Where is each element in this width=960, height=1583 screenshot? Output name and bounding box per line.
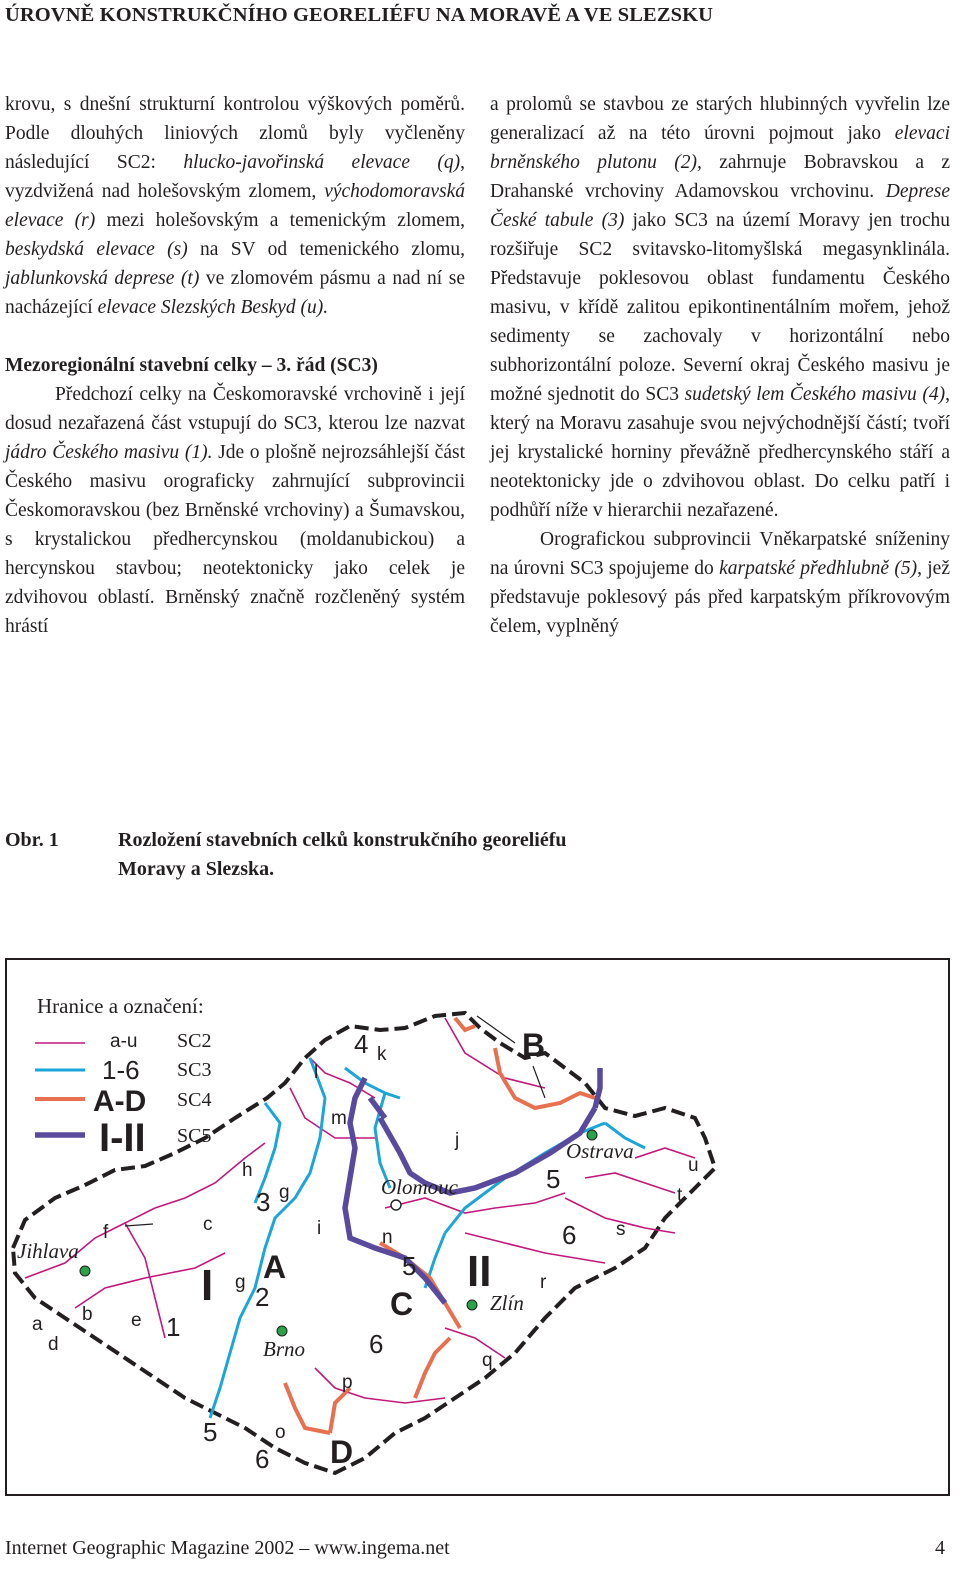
region-label-I: I	[201, 1261, 214, 1310]
sc3-line	[210, 1058, 325, 1418]
city-label-jihlava: Jihlava	[17, 1239, 79, 1263]
region-label-t: t	[677, 1185, 683, 1206]
sc4-line	[330, 1388, 350, 1433]
right-paragraph-2: Orografickou subprovincii Vněkarpatské sníženiny na úrovni SC3 spojujeme do karpatské předhlubně (5), jež představuje poklesový pás před karpatským příkrovovým čelem, vyplněný	[490, 529, 950, 637]
region-label-r: r	[540, 1272, 547, 1293]
italic-term: elevace Slezských Beskyd (u).	[97, 297, 329, 318]
section-heading: Mezoregionální stavební celky – 3. řád (SC3)	[5, 355, 378, 376]
city-marker-jihlava	[80, 1266, 90, 1276]
region-label-g2: g	[279, 1182, 290, 1203]
sc4-line	[285, 1383, 330, 1433]
pointer-line	[125, 1224, 153, 1226]
region-label-6b: 6	[562, 1220, 577, 1250]
region-label-2: 2	[255, 1282, 270, 1312]
city-label-brno: Brno	[263, 1337, 305, 1361]
legend-code-sc4: A-D	[93, 1085, 147, 1118]
right-column	[490, 90, 950, 641]
map-frame	[6, 959, 949, 1495]
region-label-a: a	[32, 1314, 43, 1335]
region-label-k: k	[377, 1044, 387, 1065]
map-figure	[5, 958, 950, 1496]
italic-term: jádro Českého masivu (1).	[5, 442, 213, 463]
region-label-h: h	[242, 1160, 253, 1181]
region-label-A: A	[263, 1249, 287, 1285]
region-label-o: o	[275, 1422, 286, 1443]
region-label-q: q	[482, 1350, 493, 1371]
region-label-5c: 5	[203, 1417, 218, 1447]
italic-term: sudetský lem Českého masivu (4)	[684, 384, 946, 405]
region-label-u: u	[688, 1155, 699, 1176]
region-label-C: C	[390, 1286, 414, 1322]
city-label-ostrava: Ostrava	[566, 1139, 634, 1163]
pointer-line	[533, 1066, 545, 1098]
region-label-g: g	[235, 1272, 246, 1293]
left-column	[5, 90, 465, 641]
legend-code-sc3: 1-6	[102, 1055, 140, 1085]
map-svg	[5, 958, 950, 1496]
region-label-n: n	[382, 1227, 393, 1248]
left-paragraph-1: krovu, s dnešní strukturní kontrolou výškových poměrů. Podle dlouhých liniových zlomů byly vyčleněny následující SC2: hlucko-javořinská elevace (q), vyzdvižená nad holešovským zlomem, východomoravská elevace (r) mezi holešovským a temenickým zlomem, beskydská elevace (s) na SV od temenického zlomu, jablunkovská deprese (t) ve zlomovém pásmu a nad ní se nacházející elevace Slezských Beskyd (u).	[5, 94, 465, 318]
region-label-b: b	[82, 1304, 93, 1325]
italic-term: hlucko-javořinská elevace (q)	[183, 152, 461, 173]
region-label-3: 3	[256, 1187, 271, 1217]
italic-term: elevaci brněnského plutonu (2),	[490, 123, 950, 173]
region-label-5b: 5	[546, 1164, 561, 1194]
map-legend	[35, 994, 211, 1160]
city-marker-olomouc	[391, 1200, 401, 1210]
region-label-6a: 6	[369, 1329, 384, 1359]
italic-term: jablunkovská deprese (t)	[5, 268, 200, 289]
region-label-1: 1	[166, 1312, 181, 1342]
region-label-c: c	[203, 1214, 213, 1235]
italic-term: Deprese České tabule (3)	[490, 181, 950, 231]
sc2-line	[635, 1148, 695, 1158]
region-label-p: p	[342, 1372, 353, 1393]
footer-text: Internet Geographic Magazine 2002 – www.ingema.net	[5, 1537, 450, 1559]
italic-term: karpatské předhlubně (5)	[719, 558, 918, 579]
region-label-j: j	[455, 1130, 460, 1151]
region-label-D: D	[330, 1434, 354, 1470]
city-label-olomouc: Olomouc	[381, 1175, 458, 1199]
region-label-s: s	[616, 1219, 626, 1240]
sc2-line	[585, 1173, 675, 1193]
running-head: ÚROVNĚ KONSTRUKČNÍHO GEORELIÉFU NA MORAVĚ A VE SLEZSKU	[5, 4, 714, 26]
region-label-B: B	[522, 1027, 546, 1063]
region-label-m: m	[331, 1108, 347, 1129]
legend-code-sc5: I-II	[99, 1116, 146, 1160]
left-paragraph-2: Předchozí celky na Českomoravské vrchovině i její dosud nezařazená část vstupují do SC3, kterou lze nazvat jádro Českého masivu (1). Jde o plošně nejrozsáhlejší část Českého masivu orograficky zahrnující subprovincii Českomoravskou (bez Brněnské vrchoviny) a Šumavskou, s krystalickou předhercynskou (moldanubickou) a hercynskou stavbou; neotektonicky jako celek je zdvihovou oblastí. Brněnský značně rozčleněný systém hrástí	[5, 384, 466, 637]
region-label-d: d	[48, 1334, 59, 1355]
city-label-zlin: Zlín	[490, 1291, 524, 1315]
region-label-4: 4	[354, 1029, 369, 1059]
legend-level-sc2: SC2	[177, 1030, 212, 1052]
region-label-e: e	[131, 1310, 142, 1331]
italic-term: východomoravská elevace (r)	[5, 181, 465, 231]
sc3-line	[345, 1068, 400, 1098]
region-label-5a: 5	[402, 1251, 417, 1281]
sc2-line	[310, 1058, 375, 1098]
italic-term: beskydská elevace (s)	[5, 239, 188, 260]
legend-level-sc5: SC5	[177, 1125, 212, 1147]
region-label-l: l	[314, 1062, 319, 1083]
region-label-i: i	[317, 1218, 322, 1239]
sc4-boundaries	[285, 1018, 595, 1433]
legend-code-sc2: a-u	[110, 1031, 138, 1052]
legend-level-sc4: SC4	[177, 1089, 212, 1111]
right-paragraph-1: a prolomů se stavbou ze starých hlubinných vyvřelin lze generalizací až na této úrovni pojmout jako elevaci brněnského plutonu (2), zahrnuje Bobravskou a z Drahanské vrchoviny Adamovskou vrchovinu. Deprese České tabule (3) jako SC3 na území Moravy jen trochu rozšiřuje SC2 svitavsko-litomyšlská megasynklinála. Představuje poklesovou oblast fundamentu Českého masivu, v křídě zalitou epikontinentálním mořem, jehož sedimenty se zachovaly v horizontální nebo subhorizontální poloze. Severní okraj Českého masivu je možné sjednotit do SC3 sudetský lem Českého masivu (4), který na Moravu zasahuje svou nejvýchodnější částí; tvoří jej krystalické horniny převážně předhercynského stáří a neotektonicky jde o zdvihovou oblast. Do celku patří i podhůří níže v hierarchii nezařazené.	[490, 94, 951, 521]
page-number: 4	[935, 1537, 945, 1559]
region-label-6c: 6	[255, 1444, 270, 1474]
city-marker-brno	[277, 1326, 287, 1336]
figure-caption-text: Rozložení stavebních celků konstrukčního georeliéfu Moravy a Slezska.	[118, 829, 567, 880]
city-marker-zlin	[467, 1300, 477, 1310]
sc2-line	[445, 1328, 505, 1358]
legend-title: Hranice a označení:	[37, 994, 204, 1018]
sc5-line	[595, 1068, 600, 1108]
sc4-line	[415, 1338, 450, 1398]
region-label-II: II	[467, 1247, 492, 1296]
region-label-f: f	[103, 1222, 109, 1243]
figure-label: Obr. 1	[5, 829, 59, 851]
legend-level-sc3: SC3	[177, 1059, 212, 1081]
